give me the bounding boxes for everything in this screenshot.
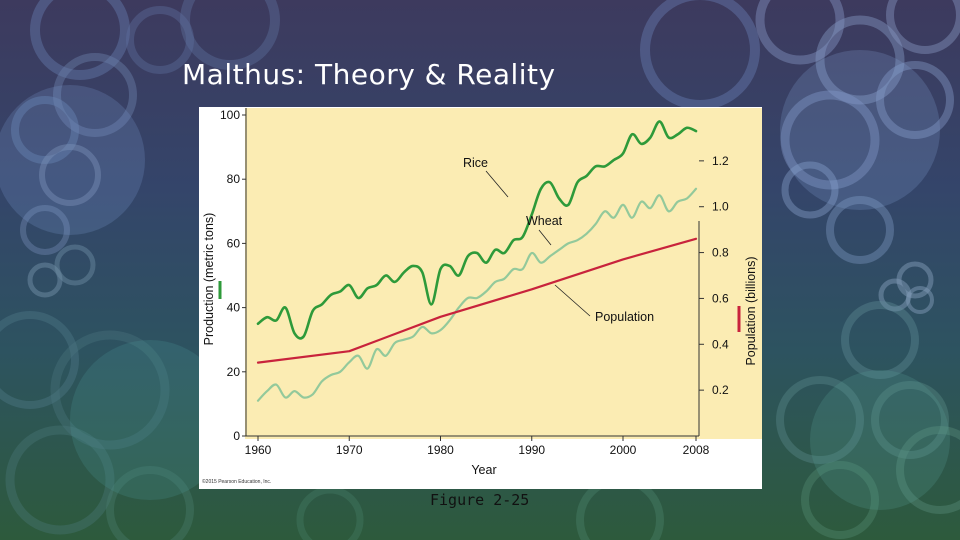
- y-right-tick-label-0.6: 0.6: [712, 291, 729, 306]
- production-population-chart: [199, 107, 762, 489]
- annotation-wheat: Wheat: [526, 214, 563, 228]
- y-left-tick-label-20: 20: [226, 364, 240, 379]
- x-tick-label-1960: 1960: [244, 443, 272, 457]
- annotation-population: Population: [595, 310, 655, 324]
- copyright-notice: ©2015 Pearson Education, Inc.: [202, 479, 272, 485]
- x-tick-label-1990: 1990: [518, 443, 546, 457]
- y-right-tick-label-0.2: 0.2: [712, 383, 729, 398]
- slide-title: Malthus: Theory & Reality: [182, 58, 556, 91]
- x-tick-label-2000: 2000: [609, 443, 637, 457]
- y-right-tick-label-0.8: 0.8: [712, 245, 729, 260]
- annotation-rice: Rice: [463, 156, 489, 170]
- x-tick-label-1970: 1970: [335, 443, 363, 457]
- figure-panel: [199, 107, 762, 489]
- y-left-tick-label-0: 0: [233, 429, 240, 443]
- y-right-tick-label-0.4: 0.4: [712, 337, 729, 352]
- y-axis-left-title: Production (metric tons): [202, 212, 216, 346]
- y-left-tick-label-100: 100: [219, 108, 240, 122]
- y-left-tick-label-80: 80: [226, 172, 240, 187]
- y-right-tick-label-1.0: 1.0: [712, 199, 729, 214]
- plot-area: [245, 108, 762, 439]
- figure-caption: Figure 2-25: [430, 491, 530, 509]
- x-axis-title: Year: [471, 463, 497, 477]
- x-tick-label-1980: 1980: [427, 443, 454, 457]
- x-tick-label-2008: 2008: [682, 443, 710, 457]
- y-axis-right-title: Population (billions): [744, 256, 758, 366]
- y-left-tick-label-60: 60: [226, 236, 240, 251]
- y-right-tick-label-1.2: 1.2: [712, 153, 729, 168]
- y-left-tick-label-40: 40: [226, 300, 240, 315]
